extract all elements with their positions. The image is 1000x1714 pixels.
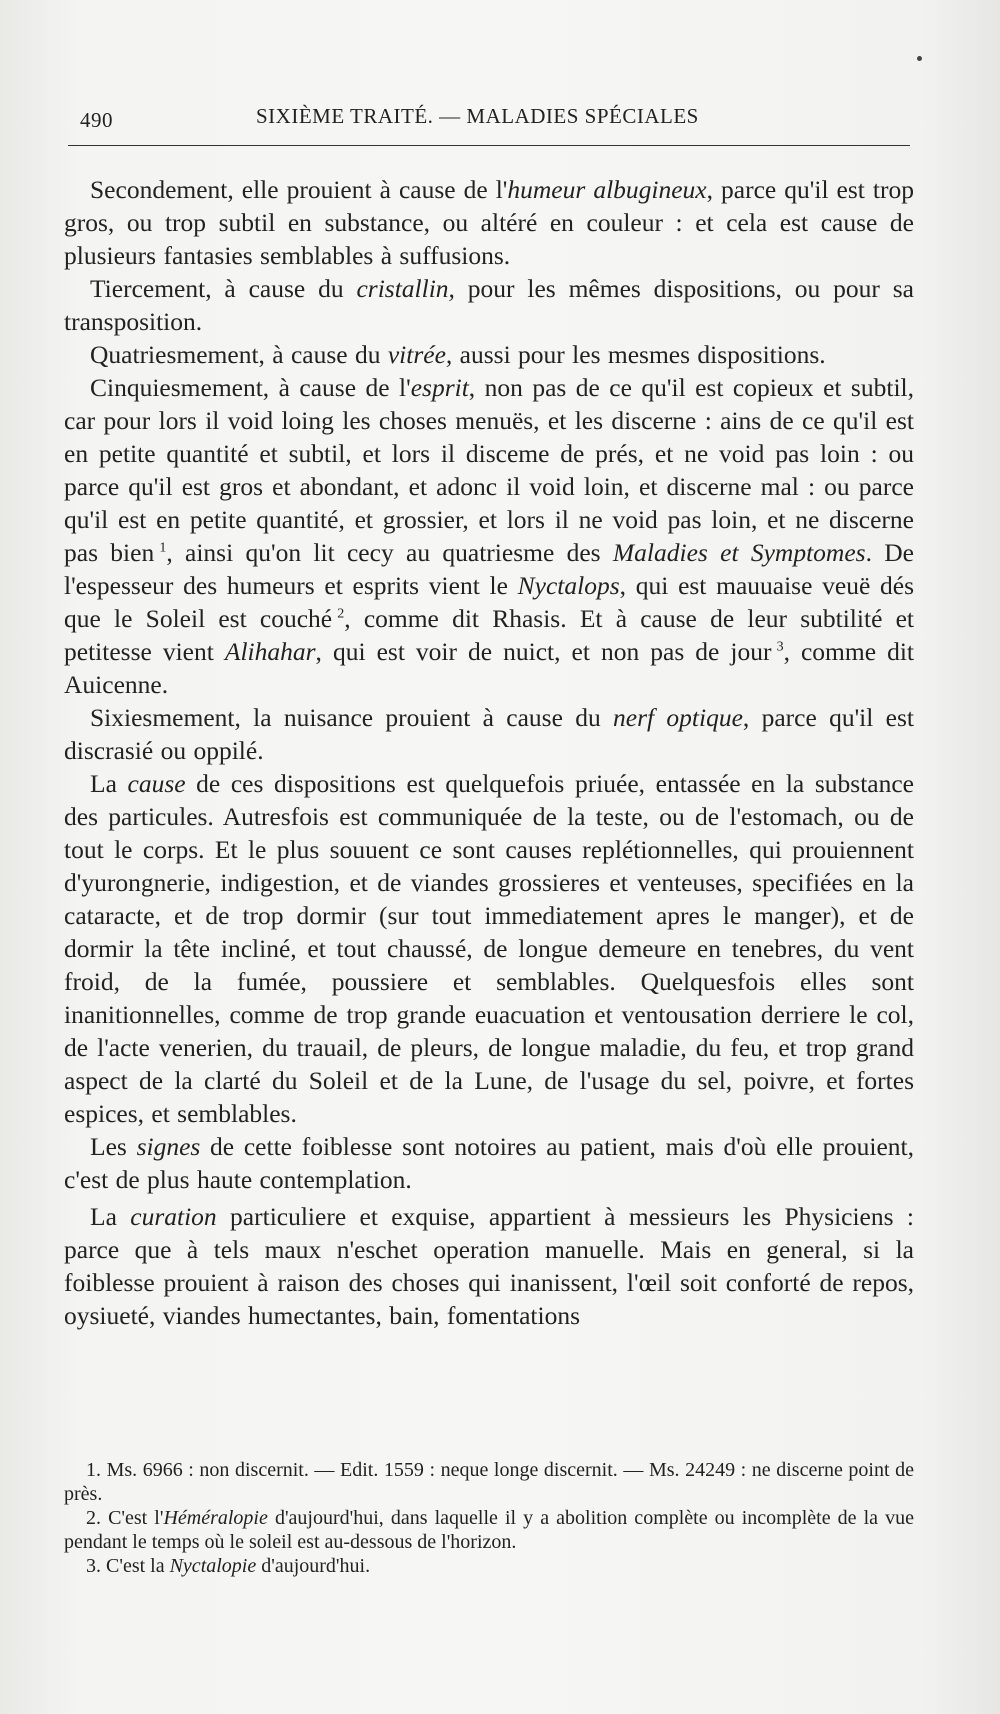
text-run: La	[90, 1202, 131, 1231]
main-text	[64, 173, 914, 1332]
text-run: . De l'espesseur des humeurs et esprits vient le	[64, 538, 915, 600]
italic-term: Alihahar	[224, 637, 316, 666]
text-run: Sixiesmement, la nuisance prouient à cause du	[90, 703, 614, 732]
text-run: de ces dispositions est quelquefois priuée, entassée en la substance des particules. Autresfois est communiquée de la teste, ou de l'estomach, ou de tout le corps. Et le plus souuent ce sont causes replétionnelles, qui prouiennent d'yurongnerie, indigestion, et de viandes grossieres et venteuses, specifiées en la cataracte, et de trop dormir (sur tout immediatement apres le manger), et de dormir la tête incliné, et tout chaussé, de longue demeure en tenebres, du vent froid, de la fumée, poussiere et semblables. Quelquesfois elles sont inanitionnelles, comme de trop grande euacuation et ventousation derriere le col, de l'acte venerien, du trauail, de pleurs, de longue maladie, du feu, et trop grand aspect de la clarté du Soleil et de la Lune, de l'usage du sel, poivre, et fortes espices, et semblables.	[64, 769, 914, 1128]
paragraph-cause	[64, 767, 914, 1130]
ink-speck	[917, 56, 922, 61]
text-run: Les	[90, 1132, 137, 1161]
paragraph-curation	[64, 1200, 914, 1332]
text-run: de cette foiblesse sont notoires au patient, mais d'où elle prouient, c'est de plus haute contemplation.	[64, 1132, 914, 1194]
footnotes	[64, 1458, 914, 1578]
italic-term: nerf optique	[613, 703, 743, 732]
footnote-3	[64, 1554, 914, 1578]
text-run: 3. C'est la	[86, 1555, 170, 1577]
italic-term: vitrée,	[387, 340, 453, 369]
italic-term: Héméralopie	[163, 1507, 268, 1529]
footnote-ref-2: 2	[337, 606, 345, 622]
paragraph-quatriesmement	[64, 338, 914, 371]
text-run: Secondement, elle prouient à cause de l'	[90, 175, 508, 204]
italic-term: cristallin,	[356, 274, 455, 303]
footnote-1: 1. Ms. 6966 : non discernit. — Edit. 1559 : neque longe discernit. — Ms. 24249 : ne discerne point de près.	[64, 1459, 914, 1505]
text-run: pour les mêmes dispositions, ou pour sa transposition.	[64, 274, 914, 336]
text-run: , ainsi qu'on lit cecy au quatriesme des	[166, 538, 613, 567]
italic-term: cause	[127, 769, 186, 798]
text-run: , non pas de ce qu'il est copieux et subtil, car pour lors il void loing les choses menuës, et les discerne : ains de ce qu'il est en petite quantité et subtil, et lors il disceme de prés, et ne void pas loin : ou parce qu'il est gros et abondant, et adonc il void loin, et discerne mal : ou parce qu'il est en petite quantité, et grossier, et lors il ne void pas loin, et ne discerne pas bien	[64, 373, 914, 567]
paragraph-signes	[64, 1130, 914, 1196]
text-run: , parce qu'il est trop gros, ou trop subtil en substance, ou altéré en couleur : et cela est cause de plusieurs fantasies semblables à suffusions.	[64, 175, 914, 270]
italic-term: esprit	[410, 373, 469, 402]
footnote-ref-1: 1	[159, 540, 167, 556]
italic-term: Maladies et Symptomes	[612, 538, 866, 567]
running-title: SIXIÈME TRAITÉ. — MALADIES SPÉCIALES	[256, 104, 699, 128]
text-run: d'aujourd'hui.	[256, 1555, 371, 1577]
text-run: La	[90, 769, 128, 798]
footnote-2	[64, 1506, 914, 1554]
text-run: Quatriesmement, à cause du	[90, 340, 388, 369]
italic-term: Nyctalopie	[169, 1555, 257, 1577]
paragraph-sixiesmement	[64, 701, 914, 767]
paragraph-tiercement	[64, 272, 914, 338]
italic-term: signes	[136, 1132, 201, 1161]
italic-term: Nyctalops	[517, 571, 620, 600]
header-rule	[68, 145, 910, 146]
text-run: Tiercement, à cause du	[90, 274, 357, 303]
paragraph-cinquiesmement	[64, 371, 914, 701]
text-run: , qui est voir de nuict, et non pas de jour	[315, 637, 772, 666]
text-run: , comme dit Auicenne.	[64, 637, 914, 699]
text-run: 2. C'est l'	[86, 1507, 164, 1529]
italic-term: humeur albugineux	[507, 175, 707, 204]
footnote-ref-3: 3	[776, 639, 784, 655]
text-run: , comme dit Rhasis. Et à cause de leur subtilité et petitesse vient	[64, 604, 914, 666]
paragraph-secondement	[64, 173, 914, 272]
text-run: particuliere et exquise, appartient à messieurs les Physiciens : parce que à tels maux n'eschet operation manuelle. Mais en general, si la foiblesse prouient à raison des choses qui inanissent, l'œil soit conforté de repos, oysiueté, viandes humectantes, bain, fomentations	[64, 1202, 914, 1330]
text-run: Cinquiesmement, à cause de l'	[90, 373, 411, 402]
italic-term: curation	[130, 1202, 217, 1231]
running-head	[80, 104, 910, 134]
text-run: , qui est mauuaise veuë dés que le Soleil est couché	[64, 571, 914, 633]
text-run: d'aujourd'hui, dans laquelle il y a abolition complète ou incomplète de la vue pendant le temps où le soleil est au-dessous de l'horizon.	[64, 1507, 914, 1553]
text-run: , parce qu'il est discrasié ou oppilé.	[64, 703, 914, 765]
text-run: aussi pour les mesmes dispositions.	[452, 340, 826, 369]
page-number: 490	[80, 108, 113, 132]
